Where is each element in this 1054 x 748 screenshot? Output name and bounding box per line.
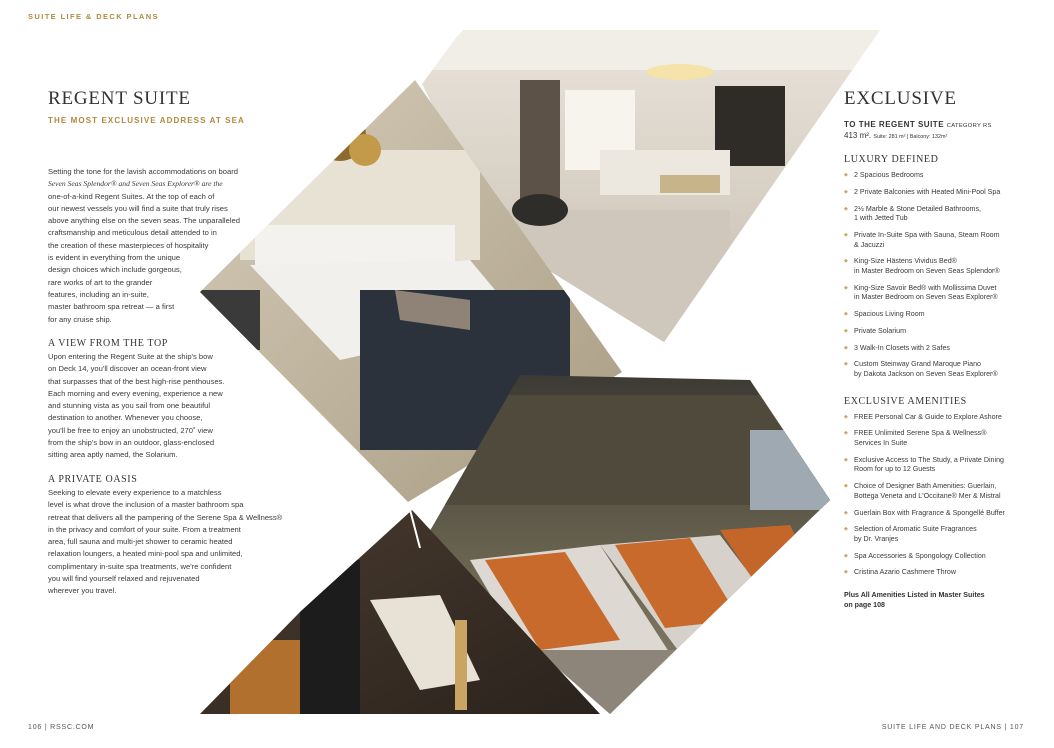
page-subtitle: THE MOST EXCLUSIVE ADDRESS AT SEA: [48, 116, 245, 125]
footer-right: SUITE LIFE AND DECK PLANS | 107: [881, 724, 1024, 731]
amenity-item: ◆ Spa Accessories & Spongology Collection: [844, 552, 1034, 562]
text-line: and stunning vista as you sail from one beautiful: [48, 401, 211, 411]
plus-note-line: on page 108: [844, 601, 886, 610]
text-line: Upon entering the Regent Suite at the ship's bow: [48, 352, 213, 361]
oasis-paragraph: [48, 487, 282, 598]
luxury-heading: LUXURY DEFINED: [844, 154, 939, 165]
text-line: on Deck 14, you'll discover an ocean-front view: [48, 364, 207, 374]
view-paragraph: [48, 351, 224, 462]
luxury-item: ◆ Spacious Living Room: [844, 310, 1034, 320]
text-line: you'll be free to enjoy an unobstructed, 270˚ view: [48, 425, 213, 435]
amenity-item: ◆ FREE Unlimited Serene Spa & Wellness® Services In Suite: [844, 429, 1034, 448]
text-line: sitting area aptly named, the Solarium.: [48, 450, 178, 460]
luxury-item: ◆ Private In-Suite Spa with Sauna, Steam Room & Jacuzzi: [844, 231, 1034, 250]
luxury-item: ◆ 2½ Marble & Stone Detailed Bathrooms, 1 with Jetted Tub: [844, 205, 1034, 224]
text-line: in the privacy and comfort of your suite. From a treatment: [48, 524, 241, 534]
text-line: above anything else on the seven seas. The unparalleled: [48, 216, 240, 226]
text-line: from the ship's bow in an outdoor, glass-enclosed: [48, 438, 215, 448]
text-line: for any cruise ship.: [48, 314, 112, 324]
text-line: complimentary in-suite spa treatments, we're confident: [48, 561, 232, 571]
page-title: REGENT SUITE: [48, 88, 191, 109]
plus-note: [844, 590, 1034, 610]
text-line: you will find yourself relaxed and rejuvenated: [48, 574, 200, 584]
text-line: design choices which include gorgeous,: [48, 265, 182, 275]
text-line: area, full sauna and multi-jet shower to ceramic heated: [48, 537, 233, 547]
text-line: master bathroom spa retreat — a first: [48, 302, 175, 312]
luxury-item: ◆ Custom Steinway Grand Maroque Piano by Dakota Jackson on Seven Seas Explorer®: [844, 360, 1034, 379]
luxury-item: ◆ King-Size Savoir Bed® with Mollissima Duvet in Master Bedroom on Seven Seas Explorer®: [844, 284, 1034, 303]
amenity-item: ◆ Choice of Designer Bath Amenities: Guerlain, Bottega Veneta and L'Occitane® Mer & Mistral: [844, 482, 1034, 501]
suite-size: [844, 131, 1034, 140]
section-heading-view: A VIEW FROM THE TOP: [48, 338, 168, 349]
luxury-item: ◆ 2 Private Balconies with Heated Mini-Pool Spa: [844, 188, 1034, 198]
exclusive-title: EXCLUSIVE: [844, 88, 957, 109]
suite-name: TO THE REGENT SUITE: [844, 120, 945, 129]
amenity-item: ◆ Guerlain Box with Fragrance & Spongellé Buffer: [844, 509, 1034, 519]
suite-subtitle: [844, 120, 1034, 129]
text-line: our newest vessels you will find a suite that truly rises: [48, 203, 228, 213]
luxury-item: ◆ King-Size Hästens Vividus Bed® in Master Bedroom on Seven Seas Splendor®: [844, 257, 1034, 276]
right-column: [844, 88, 1034, 610]
amenities-heading: EXCLUSIVE AMENITIES: [844, 395, 967, 407]
plus-note-line: Plus All Amenities Listed in Master Suites: [844, 591, 985, 600]
suite-size-total: 413 m².: [844, 131, 872, 140]
amenity-item: ◆ Selection of Aromatic Suite Fragrances by Dr. Vranjes: [844, 525, 1034, 544]
text-line: Seeking to elevate every experience to a matchless: [48, 488, 222, 497]
luxury-list: [844, 171, 1034, 380]
amenity-item: ◆ FREE Personal Car & Guide to Explore Ashore: [844, 413, 1034, 423]
text-line: wherever you travel.: [48, 586, 117, 596]
suite-category: CATEGORY RS: [946, 123, 992, 129]
text-line: level is what drove the inclusion of a master bathroom spa: [48, 500, 244, 510]
text-line: craftsmanship and meticulous detail attended to in: [48, 228, 217, 238]
text-line: that surpasses that of the best high-rise penthouses.: [48, 376, 225, 386]
running-head: SUITE LIFE & DECK PLANS: [28, 12, 159, 21]
amenity-item: ◆ Exclusive Access to The Study, a Private Dining Room for up to 12 Guests: [844, 456, 1034, 475]
text-line: relaxation loungers, a heated mini-pool spa and unlimited,: [48, 549, 243, 559]
text-line: destination to another. Whenever you choose,: [48, 413, 203, 423]
suite-size-detail: Suite: 281 m² | Balcony: 132m²: [873, 134, 948, 140]
text-line: features, including an in-suite,: [48, 289, 149, 299]
text-line: is evident in everything from the unique: [48, 253, 181, 263]
left-header: [48, 88, 298, 125]
luxury-item: ◆ 2 Spacious Bedrooms: [844, 171, 1034, 181]
text-line: one-of-a-kind Regent Suites. At the top of each of: [48, 191, 215, 201]
text-line: the creation of these masterpieces of hospitality: [48, 240, 209, 250]
amenities-list: [844, 413, 1034, 578]
luxury-item: ◆ Private Solarium: [844, 327, 1034, 337]
section-heading-oasis: A PRIVATE OASIS: [48, 474, 138, 485]
text-line: retreat that delivers all the pampering of the Serene Spa & Wellness®: [48, 512, 283, 522]
luxury-item: ◆ 3 Walk-In Closets with 2 Safes: [844, 344, 1034, 354]
text-line: Seven Seas Splendor® and Seven Seas Explorer® are the: [48, 179, 223, 189]
text-line: Setting the tone for the lavish accommodations on board: [48, 167, 238, 176]
text-line: rare works of art to the grander: [48, 277, 153, 287]
amenity-item: ◆ Cristina Azario Cashmere Throw: [844, 568, 1034, 578]
footer-left: 106 | RSSC.COM: [28, 724, 95, 731]
intro-paragraph: [48, 166, 240, 326]
text-line: Each morning and every evening, experience a new: [48, 388, 223, 398]
